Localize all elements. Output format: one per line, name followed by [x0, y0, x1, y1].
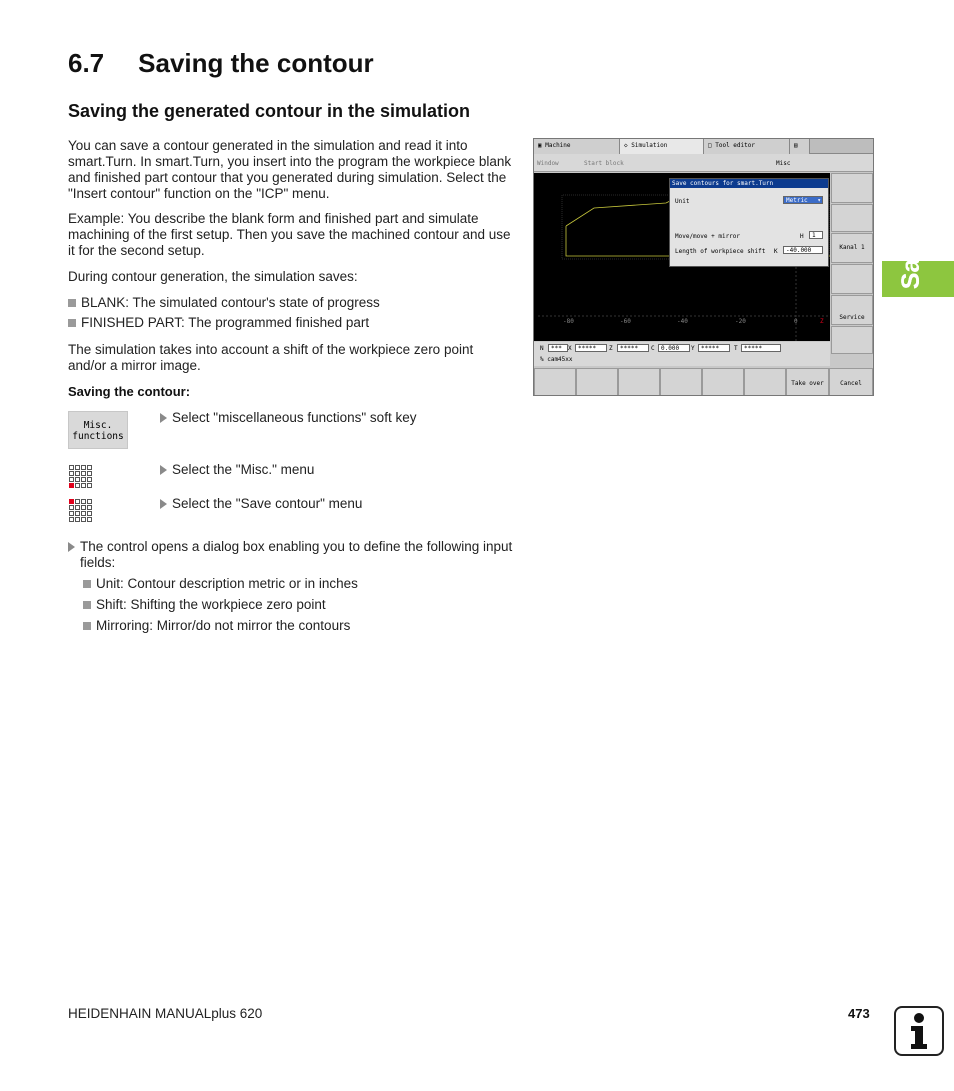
control-screenshot [533, 138, 874, 396]
softkey-service[interactable]: Service [831, 295, 873, 325]
axis-z-label: Z [820, 318, 824, 325]
status-bar: N *** X ***** Z ***** C 0.000 Y ***** T ***** % cam45xx [534, 342, 830, 366]
arrow-right-icon [160, 465, 167, 475]
shift-input[interactable]: -40.000 [783, 246, 823, 254]
menu-window[interactable]: Window [537, 160, 559, 167]
side-tab-label: 6.7 Saving the contour [897, 62, 925, 331]
bottom-softkey[interactable] [534, 368, 576, 396]
bottom-softkey[interactable] [618, 368, 660, 396]
bottom-softkey[interactable] [660, 368, 702, 396]
take-over-softkey[interactable]: Take over [786, 368, 829, 396]
step-3: Select the "Save contour" menu [160, 496, 362, 512]
cancel-softkey[interactable]: Cancel [829, 368, 873, 396]
result-item: The control opens a dialog box enabling you to define the following input fields: [68, 539, 516, 571]
move-label: Move/move + mirror [675, 233, 741, 240]
arrow-right-icon [160, 413, 167, 423]
footer-manual: HEIDENHAIN MANUALplus 620 [68, 1006, 263, 1021]
bottom-softkey-row [534, 368, 873, 396]
save-contour-dialog [669, 178, 829, 267]
side-tab [897, 62, 937, 601]
unit-label: Unit [675, 198, 690, 205]
axis-tick: 0 [794, 318, 798, 325]
arrow-right-icon [160, 499, 167, 509]
softkey-1[interactable] [831, 173, 873, 203]
intro-paragraph: You can save a contour generated in the simulation and read it into smart.Turn. In smart.Turn, you insert into the program the workpiece blank and finished part contour that you generated during simulation. Select the "Insert contour" function on the "ICP" menu. [68, 138, 512, 201]
softkey-4[interactable] [831, 264, 873, 294]
step-2: Select the "Misc." menu [160, 462, 314, 478]
saving-heading: Saving the contour: [68, 384, 191, 399]
menu-misc[interactable]: Misc [776, 160, 791, 167]
screenshot-menubar [534, 154, 873, 172]
axis-tick: -80 [563, 318, 574, 325]
arrow-right-icon [68, 542, 75, 552]
section-heading: Saving the generated contour in the simulation [68, 101, 471, 121]
shift-key: K [774, 248, 778, 255]
bullet-square-icon [68, 299, 76, 307]
bullet-square-icon [83, 622, 91, 630]
heading-title: Saving the contour [138, 48, 374, 78]
example-paragraph: Example: You describe the blank form and finished part and simulate machining of the first setup. Then you save the machined contour and use it for the second setup. [68, 211, 511, 258]
misc-functions-softkey[interactable]: Misc. functions [68, 411, 128, 449]
list-item: BLANK: The simulated contour's state of progress [68, 295, 380, 311]
dialog-title: Save contours for smart.Turn [670, 179, 828, 188]
info-icon [894, 1006, 944, 1056]
bullet-square-icon [68, 319, 76, 327]
page-heading [68, 48, 374, 79]
screenshot-tabbar [534, 139, 873, 154]
page-number: 473 [848, 1006, 870, 1021]
menu-start-block[interactable]: Start block [584, 160, 624, 167]
list-item: Mirroring: Mirror/do not mirror the contours [83, 618, 350, 634]
bottom-softkey[interactable] [702, 368, 744, 396]
axis-tick: -60 [620, 318, 631, 325]
shift-paragraph: The simulation takes into account a shift of the workpiece zero point and/or a mirror image. [68, 342, 474, 373]
tab-machine[interactable]: ▣ Machine [534, 139, 620, 154]
save-contour-menu-icon[interactable] [69, 499, 92, 522]
heading-number: 6.7 [68, 48, 105, 78]
bullet-square-icon [83, 580, 91, 588]
list-item: FINISHED PART: The programmed finished part [68, 315, 369, 331]
step-1: Select "miscellaneous functions" soft key [160, 410, 416, 426]
list-item: Unit: Contour description metric or in inches [83, 576, 358, 592]
softkey-kanal[interactable]: Kanal 1 [831, 233, 873, 263]
file-label: % cam45xx [540, 356, 573, 363]
bottom-softkey[interactable] [744, 368, 786, 396]
list-item: Shift: Shifting the workpiece zero point [83, 597, 326, 613]
shift-label: Length of workpiece shift [675, 248, 766, 255]
misc-menu-icon[interactable] [69, 465, 92, 488]
softkey-tool[interactable] [831, 326, 873, 354]
bottom-softkey[interactable] [576, 368, 618, 396]
unit-select[interactable]: Metric ▾ [783, 196, 823, 204]
axis-tick: -40 [677, 318, 688, 325]
saves-paragraph: During contour generation, the simulation saves: [68, 269, 358, 284]
tab-simulation[interactable]: ◇ Simulation [620, 139, 704, 154]
softkey-2[interactable] [831, 204, 873, 232]
axis-tick: -20 [735, 318, 746, 325]
move-input[interactable]: 1 [809, 231, 823, 239]
move-key: H [800, 233, 804, 240]
save-icon[interactable]: ▤ [790, 139, 810, 154]
tab-tool-editor[interactable]: □ Tool editor [704, 139, 790, 154]
bullet-square-icon [83, 601, 91, 609]
